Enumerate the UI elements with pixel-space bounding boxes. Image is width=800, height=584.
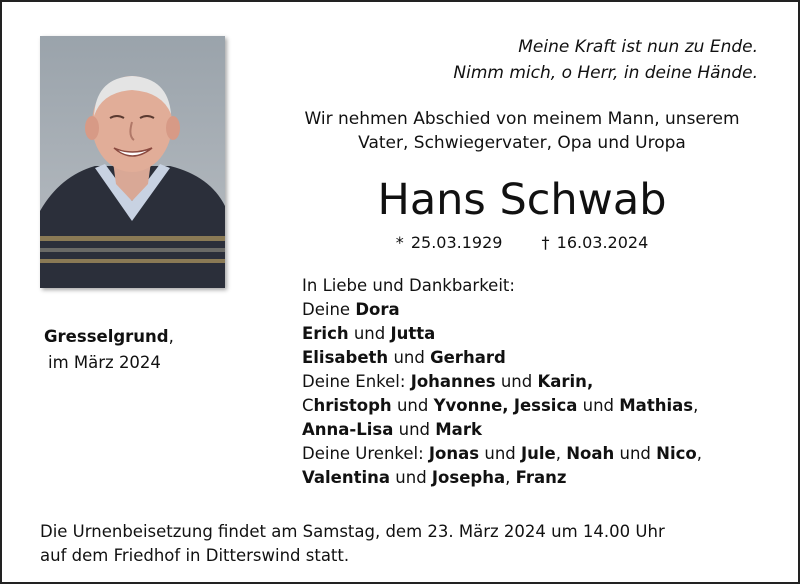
death-date: † 16.03.2024 bbox=[541, 233, 649, 252]
burial-notice bbox=[40, 520, 665, 568]
birth-date: * 25.03.1929 bbox=[395, 233, 503, 252]
portrait-photo bbox=[40, 36, 225, 288]
mourner-line-grandchildren-3: Anna-Lisa und Mark bbox=[302, 420, 482, 439]
mourner-line-wife: Deine Dora bbox=[302, 300, 400, 319]
life-dates bbox=[272, 232, 772, 254]
mourner-line-grandchildren-2: Christoph und Yvonne, Jessica und Mathias, bbox=[302, 396, 699, 415]
farewell-intro bbox=[272, 107, 772, 155]
intro-line-2: Vater, Schwiegervater, Opa und Uropa bbox=[358, 133, 686, 153]
intro-line-1: Wir nehmen Abschied von meinem Mann, unserem bbox=[304, 109, 740, 129]
mourner-line-greatgrandchildren-2: Valentina und Josepha, Franz bbox=[302, 468, 567, 487]
mourners-heading: In Liebe und Dankbarkeit: bbox=[302, 276, 515, 295]
mourner-line-child-1: Erich und Jutta bbox=[302, 324, 436, 343]
mourners-list bbox=[302, 274, 702, 490]
deceased-name: Hans Schwab bbox=[377, 175, 667, 225]
place-and-date: Gresselgrund, im März 2024 bbox=[44, 324, 174, 376]
poem-line-2: Nimm mich, o Herr, in deine Hände. bbox=[453, 63, 758, 83]
burial-line-2: auf dem Friedhof in Ditterswind statt. bbox=[40, 546, 350, 565]
mourner-line-child-2: Elisabeth und Gerhard bbox=[302, 348, 506, 367]
place-town: Gresselgrund bbox=[44, 327, 169, 346]
poem-line-1: Meine Kraft ist nun zu Ende. bbox=[518, 37, 758, 57]
mourner-line-grandchildren-1: Deine Enkel: Johannes und Karin, bbox=[302, 372, 594, 391]
poem-verse bbox=[453, 34, 758, 86]
portrait-image bbox=[40, 36, 225, 288]
burial-line-1: Die Urnenbeisetzung findet am Samstag, dem 23. März 2024 um 14.00 Uhr bbox=[40, 522, 665, 541]
mourner-line-greatgrandchildren-1: Deine Urenkel: Jonas und Jule, Noah und Nico, bbox=[302, 444, 702, 463]
place-date: im März 2024 bbox=[48, 353, 161, 372]
